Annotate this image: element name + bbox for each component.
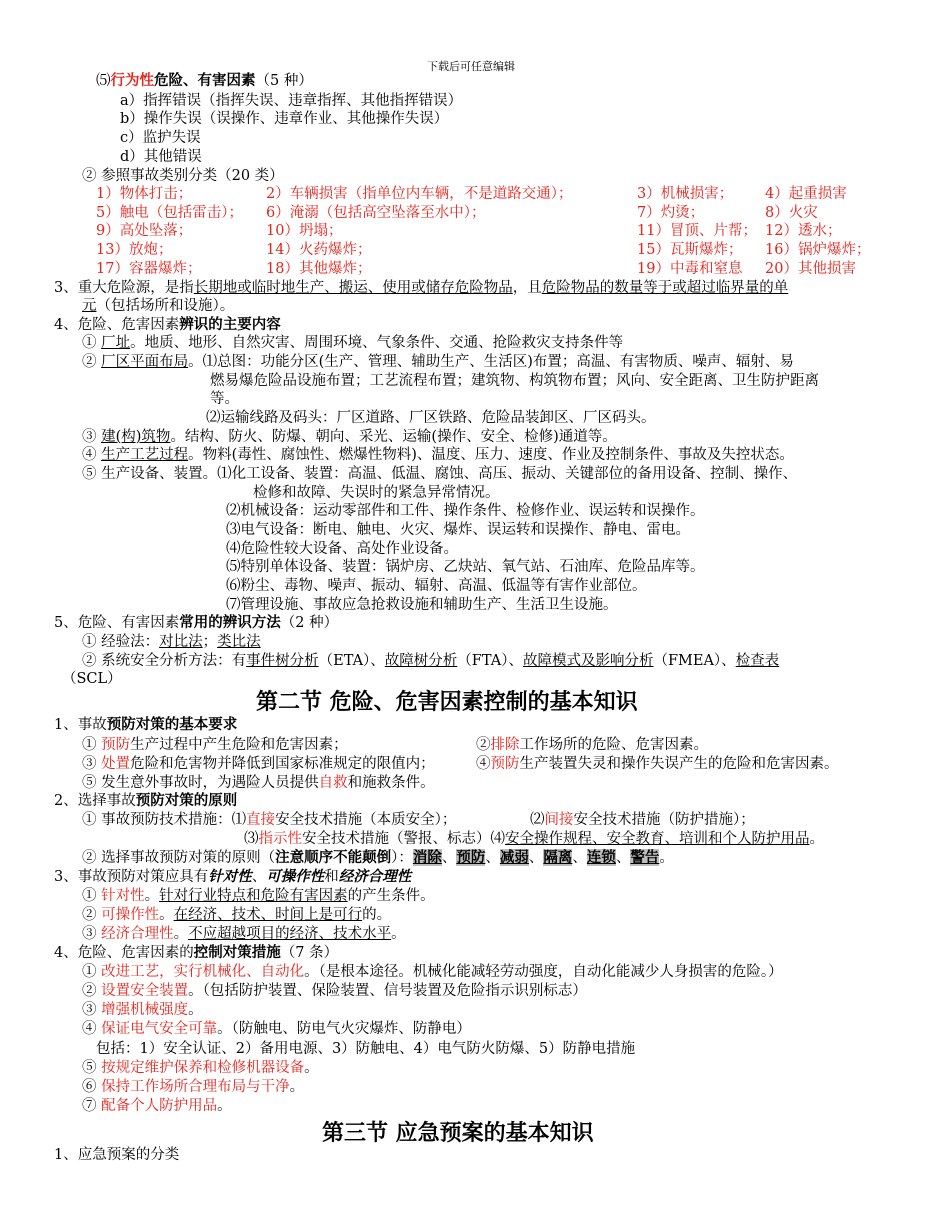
list-item: ② 厂区平面布局。⑴总图：功能分区(生产、管理、辅助生产、生活区)布置；高温、有害物质、噪声、辐射、易 xyxy=(82,354,794,370)
list-item-cont: ⑵机械设备：运动零部件和工件、操作条件、检修作业、误运转和误操作。 xyxy=(226,503,705,519)
accident-item: 5）触电（包括雷击）； xyxy=(96,205,243,221)
accident-item: 19）中毒和窒息 xyxy=(637,261,743,277)
keyword-badge: 警告 xyxy=(630,849,660,866)
accident-item: 16）锅炉爆炸； xyxy=(765,242,871,258)
accident-item: 1）物体打击； xyxy=(96,186,193,202)
accident-item: 9）高处坠落； xyxy=(96,223,193,239)
subsection-4-heading: 4、危险、危害因素的控制对策措施（7 条） xyxy=(54,944,339,961)
list-item-cont: ⑶指示性安全技术措施（警报、标志）⑷安全操作规程、安全教育、培训和个人防护用品。 xyxy=(244,831,824,847)
section-4-heading: 4、危险、危害因素辨识的主要内容 xyxy=(54,316,281,333)
list-item: ① 厂址。地质、地形、自然灾害、周围环境、气象条件、交通、抢险救灾支持条件等 xyxy=(82,335,624,351)
list-item-cont: ⑸特别单体设备、装置：锅炉房、乙炔站、氧气站、石油库、危险品库等。 xyxy=(226,559,705,575)
list-item: b）操作失误（误操作、违章作业、其他操作失误） xyxy=(120,111,449,127)
subsection-heading: 1、应急预案的分类 xyxy=(54,1147,180,1163)
subsection-1-heading: 1、事故预防对策的基本要求 xyxy=(54,716,238,733)
list-item: ② 选择事故预防对策的原则（注意顺序不能颠倒）：消除、预防、减弱、隔离、连锁、警告。 xyxy=(82,849,674,866)
list-item: ③ 建(构)筑物。结构、防火、防爆、朝向、采光、运输(操作、安全、检修)通道等。 xyxy=(82,429,617,445)
list-item-cont: ⑷危险性较大设备、高处作业设备。 xyxy=(226,541,458,557)
list-item-cont: （SCL） xyxy=(62,671,122,687)
keyword-badge: 隔离 xyxy=(543,849,573,866)
accident-item: 4）起重损害 xyxy=(765,186,847,202)
section-heading-2: 第二节 危险、危害因素控制的基本知识 xyxy=(256,689,638,715)
section-5b-heading: 5、危险、有害因素常用的辨识方法（2 种） xyxy=(54,614,339,631)
list-item: ⑤ 生产设备、装置。⑴化工设备、装置：高温、低温、腐蚀、高压、振动、关键部位的备用设备、控制、操作、 xyxy=(82,466,798,482)
list-item: ① 改进工艺，实行机械化、自动化。（是根本途径。机械化能减轻劳动强度，自动化能减少人身损害的危险。） xyxy=(82,964,783,980)
list-item: ③ 处置危险和危害物并降低到国家标准规定的限值内； xyxy=(82,756,435,772)
list-item: ④ 保证电气安全可靠。（防触电、防电气火灾爆炸、防静电） xyxy=(82,1021,471,1037)
list-item: ② 可操作性。在经济、技术、时间上是可行的。 xyxy=(82,907,392,923)
list-item-cont: ⑵运输线路及码头：厂区道路、厂区铁路、危险品装卸区、厂区码头。 xyxy=(206,410,656,426)
list-item: d）其他错误 xyxy=(120,149,202,165)
list-item: ③ 经济合理性。不应超越项目的经济、技术水平。 xyxy=(82,926,406,942)
major-hazard-definition-cont: 元（包括场所和设施）。 xyxy=(82,298,235,314)
list-item: ① 针对性。针对行业特点和危险有害因素的产生条件。 xyxy=(82,888,435,904)
accident-item: 2）车辆损害（指单位内车辆，不是道路交通）； xyxy=(266,186,573,202)
accident-item: 6）淹溺（包括高空坠落至水中）； xyxy=(266,205,486,221)
list-item: ④预防生产装置失灵和操作失误产生的危险和危害因素。 xyxy=(476,756,839,772)
accident-item: 7）灼烫； xyxy=(637,205,705,221)
list-item-cont: 等。 xyxy=(210,391,239,407)
accident-item: 20）其他损害 xyxy=(765,261,856,277)
accident-item: 14）火药爆炸； xyxy=(266,242,372,258)
page-header: 下载后可任意编辑 xyxy=(427,60,515,73)
accident-item: 12）透水； xyxy=(765,223,842,239)
list-item: ②排除工作场所的危险、危害因素。 xyxy=(476,737,708,753)
list-item: ⑵间接安全技术措施（防护措施）； xyxy=(530,812,755,828)
list-item: ① 事故预防技术措施：⑴直接安全技术措施（本质安全）； xyxy=(82,812,457,828)
list-item: c）监护失误 xyxy=(120,130,201,146)
list-item-cont: 检修和故障、失误时的紧急异常情况。 xyxy=(253,485,500,501)
section-heading-3: 第三节 应急预案的基本知识 xyxy=(322,1120,594,1146)
list-item: ② 设置安全装置。（包括防护装置、保险装置、信号装置及危险指示识别标志） xyxy=(82,983,587,999)
list-item: ⑤ 按规定维护保养和检修机器设备。 xyxy=(82,1060,319,1076)
list-item: ⑤ 发生意外事故时，为遇险人员提供自救和施救条件。 xyxy=(82,775,435,791)
list-item-cont: ⑺管理设施、事故应急抢救设施和辅助生产、生活卫生设施。 xyxy=(226,597,618,613)
keyword-badge: 预防 xyxy=(456,849,486,866)
section-5-heading: ⑸行为性危险、有害因素（5 种） xyxy=(96,72,313,89)
list-item: ③ 增强机械强度。 xyxy=(82,1002,203,1018)
accident-item: 17）容器爆炸； xyxy=(96,261,202,277)
accident-item: 18）其他爆炸； xyxy=(266,261,372,277)
accident-item: 8）火灾 xyxy=(765,205,818,221)
list-item: ⑦ 配备个人防护用品。 xyxy=(82,1098,232,1114)
list-item: ① 预防生产过程中产生危险和危害因素； xyxy=(82,737,348,753)
accident-item: 3）机械损害； xyxy=(637,186,734,202)
accident-item: 15）瓦斯爆炸； xyxy=(637,242,743,258)
subsection-3-heading: 3、事故预防对策应具有针对性、可操作性和经济合理性 xyxy=(54,868,412,885)
accident-item: 13）放炮； xyxy=(96,242,173,258)
keyword-badge: 连锁 xyxy=(586,849,616,866)
accident-category-title: ② 参照事故类别分类（20 类） xyxy=(82,168,284,184)
list-item-cont: ⑶电气设备：断电、触电、火灾、爆炸、误运转和误操作、静电、雷电。 xyxy=(226,522,690,538)
list-item-cont: 燃易爆危险品设施布置；工艺流程布置；建筑物、构筑物布置；风向、安全距离、卫生防护距离 xyxy=(210,373,819,389)
keyword-badge: 减弱 xyxy=(499,849,529,866)
list-item: ② 系统安全分析方法：有事件树分析（ETA）、故障树分析（FTA）、故障模式及影响分析（FMEA）、检查表 xyxy=(82,653,780,669)
subsection-2-heading: 2、选择事故预防对策的原则 xyxy=(54,792,238,809)
list-item: ① 经验法：对比法；类比法 xyxy=(82,634,261,650)
list-item: ⑥ 保持工作场所合理布局与干净。 xyxy=(82,1079,305,1095)
list-item: ④ 生产工艺过程。物料(毒性、腐蚀性、燃爆性物料)、温度、压力、速度、作业及控制条件、事故及失控状态。 xyxy=(82,447,794,463)
list-item: a）指挥错误（指挥失误、违章指挥、其他指挥错误） xyxy=(120,93,463,109)
accident-item: 10）坍塌； xyxy=(266,223,343,239)
accident-item: 11）冒顶、片帮； xyxy=(637,223,757,239)
list-item-cont: ⑹粉尘、毒物、噪声、振动、辐射、高温、低温等有害作业部位。 xyxy=(226,578,647,594)
major-hazard-definition: 3、重大危险源，是指长期地或临时地生产、搬运、使用或储存危险物品，且危险物品的数量等于或超过临界量的单 xyxy=(54,280,789,296)
list-item-cont: 包括：1）安全认证、2）备用电源、3）防触电、4）电气防火防爆、5）防静电措施 xyxy=(96,1041,636,1057)
keyword-badge: 消除 xyxy=(412,849,442,866)
